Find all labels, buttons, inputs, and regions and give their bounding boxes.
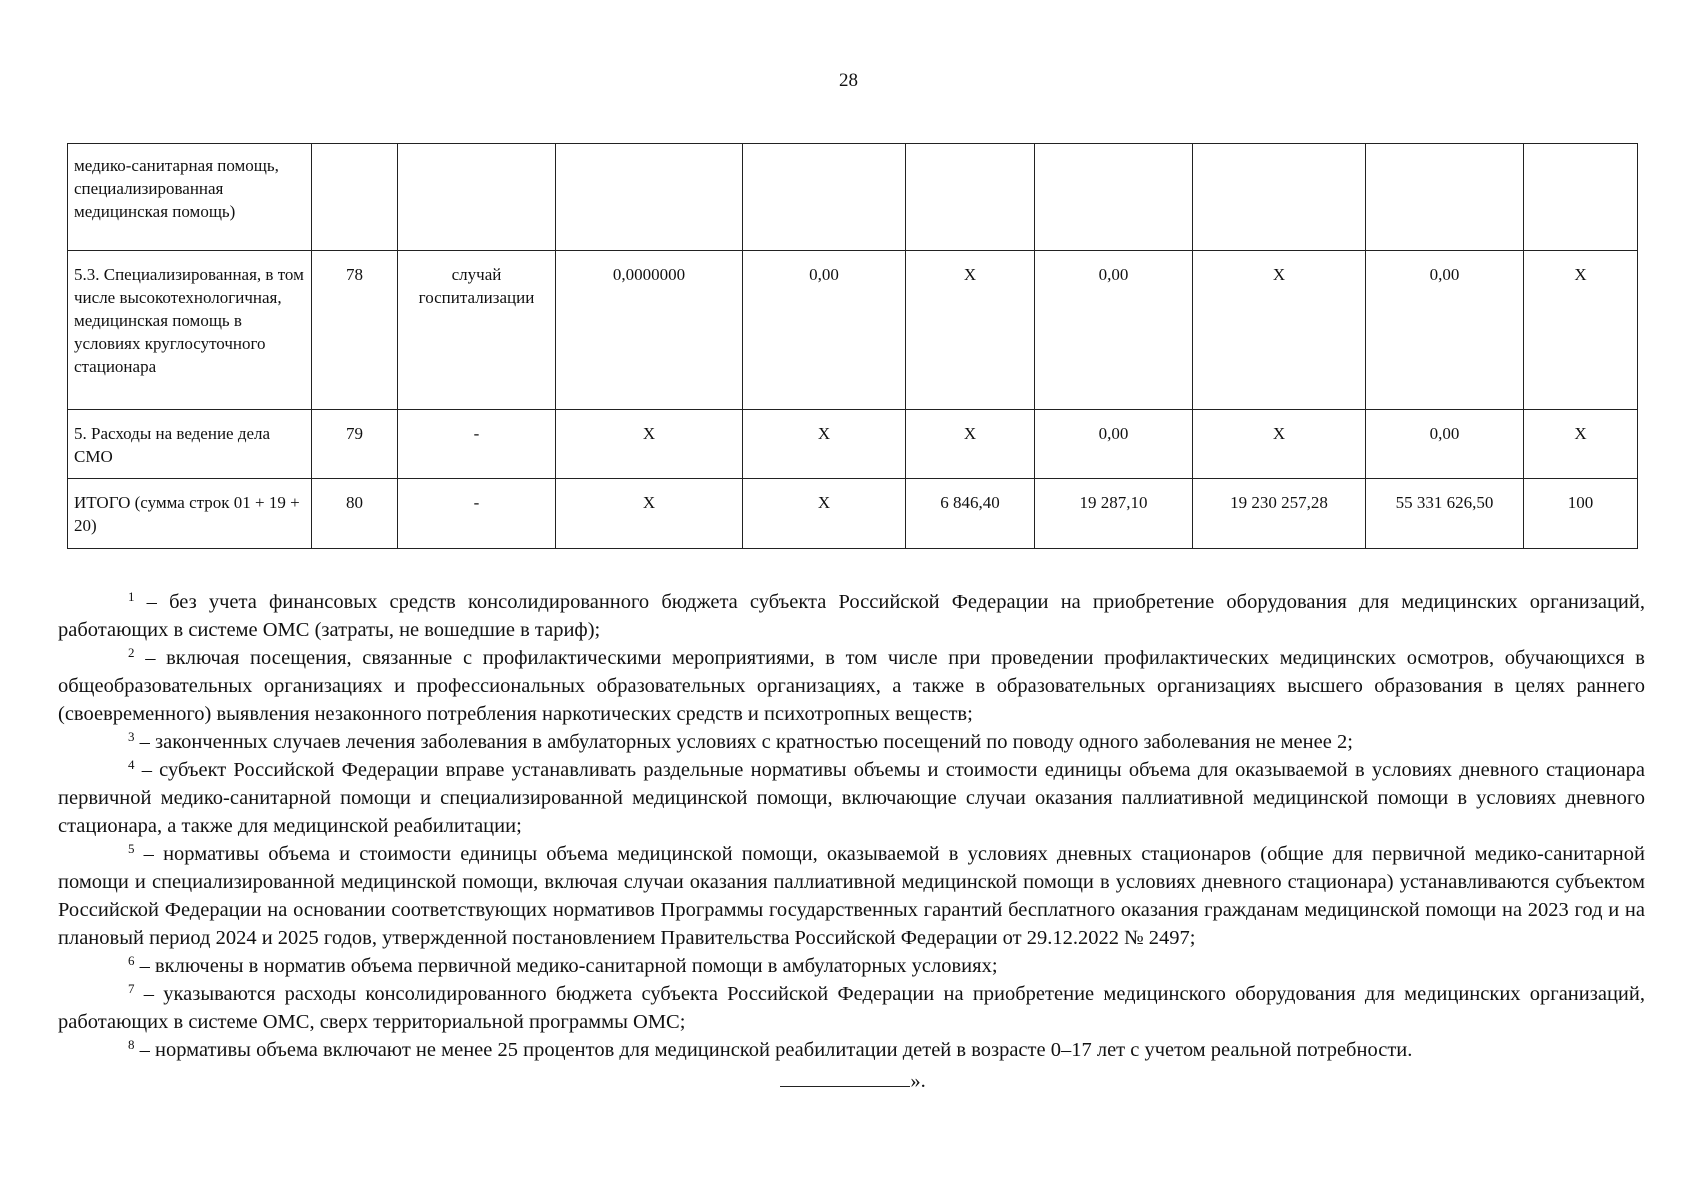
table-cell: 0,00 bbox=[1366, 251, 1524, 410]
closing-mark: ». bbox=[910, 1070, 926, 1092]
footnote-mark: 6 bbox=[128, 953, 135, 968]
table-cell: X bbox=[556, 410, 743, 479]
table-body bbox=[68, 144, 1638, 549]
table-cell: - bbox=[398, 410, 556, 479]
table-cell: X bbox=[1193, 410, 1366, 479]
underscore-line bbox=[780, 1064, 910, 1087]
footnote-mark: 5 bbox=[128, 841, 135, 856]
footnote bbox=[58, 756, 1645, 840]
table-cell: 19 230 257,28 bbox=[1193, 479, 1366, 549]
footnote bbox=[58, 840, 1645, 952]
table-cell bbox=[398, 144, 556, 251]
footnote bbox=[58, 588, 1645, 644]
table-cell: 78 bbox=[312, 251, 398, 410]
table-cell: 0,00 bbox=[743, 251, 906, 410]
table-cell: 6 846,40 bbox=[906, 479, 1035, 549]
footnote-text: – указываются расходы консолидированного бюджета субъекта Российской Федерации на приобретение медицинского оборудования для медицинских организаций, работающих в системе ОМС, сверх территориальной программы ОМС; bbox=[58, 983, 1645, 1033]
row-label-cell: 5.3. Специализированная, в том числе высокотехнологичная, медицинская помощь в условиях круглосуточного стационара bbox=[68, 251, 312, 410]
table-cell bbox=[743, 144, 906, 251]
table-cell: 0,0000000 bbox=[556, 251, 743, 410]
footnote-list bbox=[58, 588, 1645, 1064]
table-cell: X bbox=[556, 479, 743, 549]
table-cell: 19 287,10 bbox=[1035, 479, 1193, 549]
footnote bbox=[58, 980, 1645, 1036]
table-cell bbox=[1035, 144, 1193, 251]
page-number: 28 bbox=[839, 70, 858, 91]
table-cell: 0,00 bbox=[1035, 251, 1193, 410]
data-table bbox=[67, 143, 1638, 549]
closing-line bbox=[58, 1064, 1645, 1096]
table-cell: 55 331 626,50 bbox=[1366, 479, 1524, 549]
table-cell bbox=[1193, 144, 1366, 251]
table-cell bbox=[906, 144, 1035, 251]
table-cell: X bbox=[743, 479, 906, 549]
row-label-cell: 5. Расходы на ведение дела СМО bbox=[68, 410, 312, 479]
table-cell: X bbox=[743, 410, 906, 479]
footnote-mark: 2 bbox=[128, 645, 135, 660]
footnote-text: – включая посещения, связанные с профилактическими мероприятиями, в том числе при проведении профилактических медицинских осмотров, обучающихся в общеобразовательных организациях и профессиональных образовательных организациях, а также в образовательных организациях высшего образования в целях раннего (своевременного) выявления незаконного потребления наркотических средств и психотропных веществ; bbox=[58, 647, 1645, 725]
table-cell bbox=[556, 144, 743, 251]
row-label-cell: ИТОГО (сумма строк 01 + 19 + 20) bbox=[68, 479, 312, 549]
table-cell: случай госпитализации bbox=[398, 251, 556, 410]
footnote-text: – включены в норматив объема первичной медико-санитарной помощи в амбулаторных условиях; bbox=[134, 955, 998, 977]
table-cell: 79 bbox=[312, 410, 398, 479]
table-cell: X bbox=[906, 251, 1035, 410]
footnote-mark: 8 bbox=[128, 1037, 135, 1052]
table-cell: X bbox=[1193, 251, 1366, 410]
table-cell: 0,00 bbox=[1366, 410, 1524, 479]
footnote bbox=[58, 1036, 1645, 1064]
footnote bbox=[58, 728, 1645, 756]
table-row bbox=[68, 144, 1638, 251]
footnote-mark: 1 bbox=[128, 589, 135, 604]
footnotes bbox=[58, 588, 1645, 1096]
footnote-text: – нормативы объема включают не менее 25 процентов для медицинской реабилитации детей в возрасте 0–17 лет с учетом реальной потребности. bbox=[134, 1039, 1413, 1061]
table-cell: 80 bbox=[312, 479, 398, 549]
footnote-mark: 4 bbox=[128, 757, 135, 772]
table-cell: 100 bbox=[1524, 479, 1638, 549]
table-row bbox=[68, 479, 1638, 549]
table-cell: X bbox=[1524, 251, 1638, 410]
footnote-text: – субъект Российской Федерации вправе устанавливать раздельные нормативы объемы и стоимости единицы объема для оказываемой в условиях дневного стационара первичной медико-санитарной помощи и специализированной медицинской помощи, включающие случаи оказания паллиативной медицинской помощи в условиях дневного стационара, а также для медицинской реабилитации; bbox=[58, 759, 1645, 837]
footnote-text: – законченных случаев лечения заболевания в амбулаторных условиях с кратностью посещений по поводу одного заболевания не менее 2; bbox=[134, 731, 1353, 753]
footnote-text: – без учета финансовых средств консолидированного бюджета субъекта Российской Федерации на приобретение оборудования для медицинских организаций, работающих в системе ОМС (затраты, не вошедшие в тариф); bbox=[58, 591, 1645, 641]
table-row bbox=[68, 251, 1638, 410]
footnote bbox=[58, 952, 1645, 980]
row-label-cell: медико-санитарная помощь, специализированная медицинская помощь) bbox=[68, 144, 312, 251]
table-cell bbox=[1524, 144, 1638, 251]
footnote-mark: 3 bbox=[128, 729, 135, 744]
table-row bbox=[68, 410, 1638, 479]
footnote-text: – нормативы объема и стоимости единицы объема медицинской помощи, оказываемой в условиях дневных стационаров (общие для первичной медико-санитарной помощи и специализированной медицинской помощи, включая случаи оказания паллиативной медицинской помощи в условиях дневного стационара) устанавливаются субъектом Российской Федерации на основании соответствующих нормативов Программы государственных гарантий бесплатного оказания гражданам медицинской помощи на 2023 год и на плановый период 2024 и 2025 годов, утвержденной постановлением Правительства Российской Федерации от 29.12.2022 № 2497; bbox=[58, 843, 1645, 949]
table-cell: X bbox=[1524, 410, 1638, 479]
table-cell: 0,00 bbox=[1035, 410, 1193, 479]
table-cell bbox=[1366, 144, 1524, 251]
table-cell: X bbox=[906, 410, 1035, 479]
footnote-mark: 7 bbox=[128, 981, 135, 996]
footnote bbox=[58, 644, 1645, 728]
table-cell: - bbox=[398, 479, 556, 549]
table-cell bbox=[312, 144, 398, 251]
